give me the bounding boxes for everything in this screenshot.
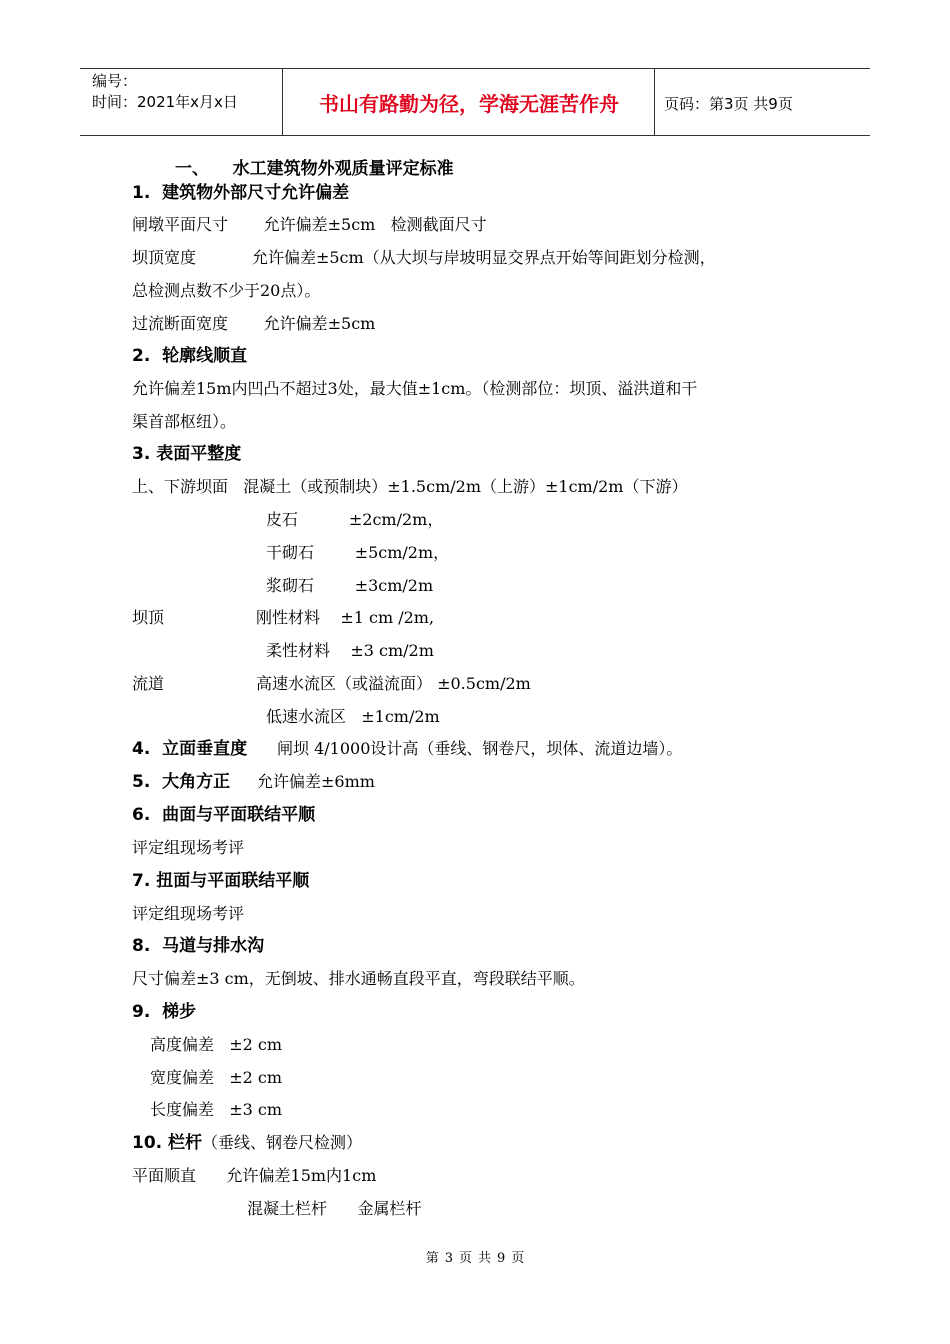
footer-total-pages: 9 [497,1251,506,1266]
text-line: 闸坝 4/1000设计高（垂线、钢卷尺，坝体、流道边墙）。 [277,739,683,758]
document-header [80,68,870,136]
footer-text: 共 [478,1251,492,1266]
text-line: 过流断面宽度 允许偏差±5cm [132,314,376,333]
code-label: 编号： [92,72,138,90]
text-line: 尺寸偏差±3 cm，无倒坡、排水通畅直段平直，弯段联结平顺。 [132,969,585,988]
text-line: 上、下游坝面 混凝土（或预制块）±1.5cm/2m（上游）±1cm/2m（下游） [132,477,688,496]
text-line: 允许偏差±6mm [257,772,375,791]
heading-9: 9. 梯步 [132,1002,197,1022]
text-line: 评定组现场考评 [132,838,245,857]
text-line: 总检测点数不少于20点）。 [132,281,321,300]
section-title: 一、 水工建筑物外观质量评定标准 [175,159,454,179]
date-label: 时间：2021年x月x日 [92,93,238,111]
text-line: 渠首部枢纽）。 [132,412,237,431]
text-line: 柔性材料 ±3 cm/2m [266,641,434,660]
footer-text: 页 [458,1251,472,1266]
text-line: 低速水流区 ±1cm/2m [266,707,440,726]
text-line: 长度偏差 ±3 cm [150,1100,283,1119]
page-footer [0,1247,950,1266]
heading-3: 3. 表面平整度 [132,444,242,464]
header-motto: 书山有路勤为径，学海无涯苦作舟 [319,91,619,116]
text-line: 刚性材料 ±1 cm /2m, [256,608,435,627]
text-line: 坝顶宽度 允许偏差±5cm（从大坝与岸坡明显交界点开始等间距划分检测， [132,248,716,267]
footer-page-number: 3 [444,1251,453,1266]
heading-4: 4. 立面垂直度 [132,739,248,759]
heading-10: 10. 栏杆 [132,1133,203,1153]
text-line: 评定组现场考评 [132,904,245,923]
text-line: 混凝土栏杆 金属栏杆 [247,1199,422,1218]
header-meta [92,71,238,113]
heading-5: 5. 大角方正 [132,772,231,792]
text-line: 允许偏差15m内凹凸不超过3处，最大值±1cm。（检测部位：坝顶、溢洪道和干 [132,379,698,398]
text-line: 浆砌石 ±3cm/2m [266,576,434,595]
text-line: 平面顺直 允许偏差15m内1cm [132,1166,377,1185]
text-line: 流道 [132,674,165,693]
text-line: 高速水流区（或溢流面） ±0.5cm/2m [256,674,531,693]
heading-8: 8. 马道与排水沟 [132,936,265,956]
heading-2: 2. 轮廓线顺直 [132,346,248,366]
heading-10-line [132,1132,362,1154]
text-line: 闸墩平面尺寸 允许偏差±5cm 检测截面尺寸 [132,215,487,234]
heading-1: 1. 建筑物外部尺寸允许偏差 [132,183,350,203]
text-line: 坝顶 [132,608,165,627]
footer-text: 第 [425,1251,439,1266]
text-line: 干砌石 ±5cm/2m， [266,543,450,562]
text-line: 宽度偏差 ±2 cm [150,1068,283,1087]
text-line: 高度偏差 ±2 cm [150,1035,283,1054]
heading-10-note: （垂线、钢卷尺检测） [202,1133,363,1152]
header-divider [654,69,655,135]
heading-7: 7. 扭面与平面联结平顺 [132,871,310,891]
footer-text: 页 [511,1251,525,1266]
heading-6: 6. 曲面与平面联结平顺 [132,805,316,825]
text-line: 皮石 ±2cm/2m， [266,510,444,529]
header-page-info: 页码：第3页 共9页 [664,95,793,113]
